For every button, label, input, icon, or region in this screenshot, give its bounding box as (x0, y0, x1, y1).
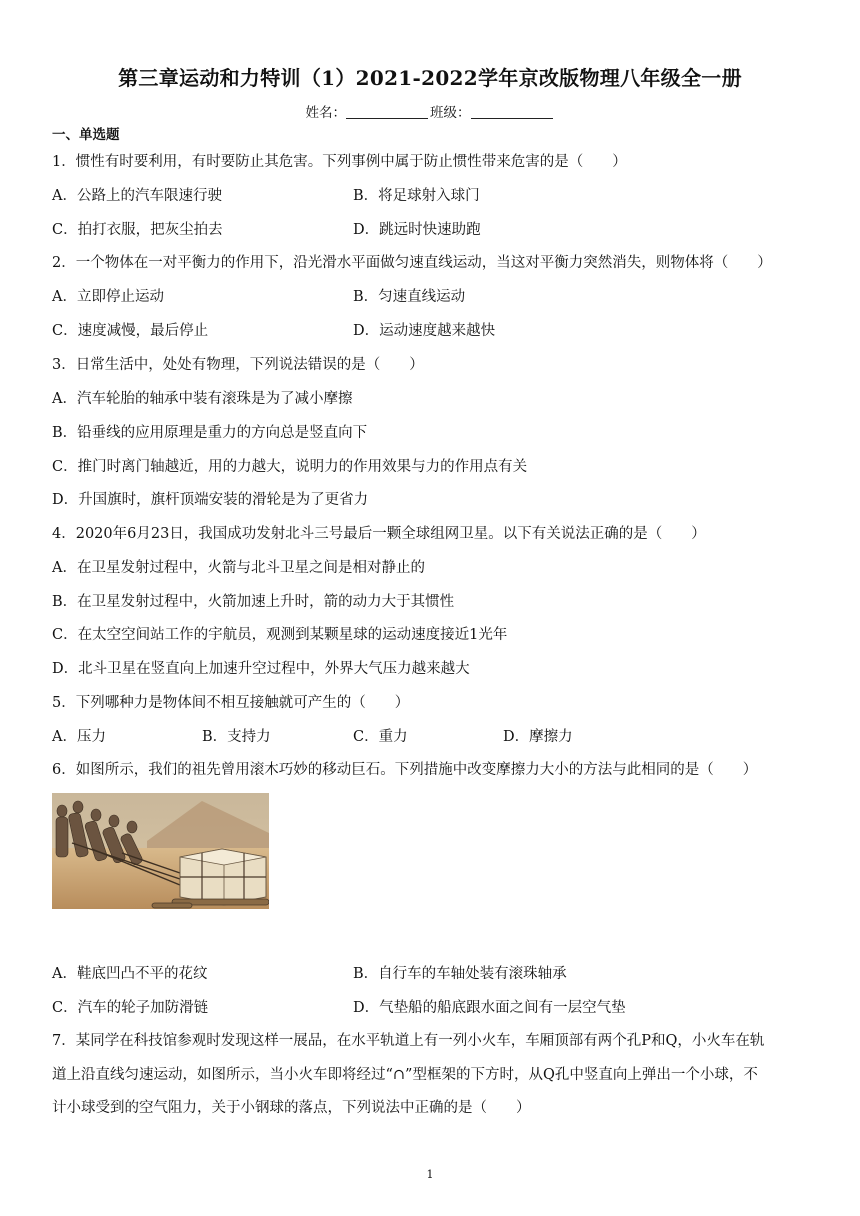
question-5-option-b: B．支持力 (202, 729, 271, 745)
class-blank[interactable] (471, 105, 553, 119)
question-4-stem: 4．2020年6月23日，我国成功发射北斗三号最后一颗全球组网卫星。以下有关说法正确的是（ ） (52, 526, 706, 542)
question-1-option-c: C．拍打衣服，把灰尘拍去 (52, 222, 223, 238)
question-3-option-d: D．升国旗时，旗杆顶端安装的滑轮是为了更省力 (52, 492, 369, 508)
document-title: 第三章运动和力特训（1）2021-2022学年京改版物理八年级全一册 (118, 66, 742, 90)
page-number: 1 (426, 1168, 434, 1181)
question-3-option-a: A．汽车轮胎的轴承中装有滚珠是为了减小摩擦 (52, 391, 353, 407)
question-6-option-a: A．鞋底凹凸不平的花纹 (52, 966, 208, 982)
rolling-logs-illustration (52, 793, 269, 909)
ancient-people-moving-stone-image (52, 793, 269, 909)
question-5-option-d: D．摩擦力 (503, 729, 573, 745)
question-2-option-c: C．速度减慢，最后停止 (52, 323, 209, 339)
question-7-line-3: 计小球受到的空气阻力，关于小钢球的落点，下列说法中正确的是（ ） (52, 1100, 531, 1116)
question-1-option-a: A．公路上的汽车限速行驶 (52, 188, 222, 204)
question-5-stem: 5．下列哪种力是物体间不相互接触就可产生的（ ） (52, 695, 410, 711)
question-4-option-b: B．在卫星发射过程中，火箭加速上升时，箭的动力大于其惯性 (52, 594, 455, 610)
question-6-option-c: C．汽车的轮子加防滑链 (52, 1000, 209, 1016)
question-2-option-b: B．匀速直线运动 (353, 289, 466, 305)
question-5-option-a: A．压力 (52, 729, 106, 745)
question-6-stem: 6．如图所示，我们的祖先曾用滚木巧妙的移动巨石。下列措施中改变摩擦力大小的方法与此相同的是（ ） (52, 762, 758, 778)
question-6-option-d: D．气垫船的船底跟水面之间有一层空气垫 (353, 1000, 626, 1016)
question-2-option-a: A．立即停止运动 (52, 289, 164, 305)
question-3-option-b: B．铅垂线的应用原理是重力的方向总是竖直向下 (52, 425, 368, 441)
question-7-line-1: 7．某同学在科技馆参观时发现这样一展品，在水平轨道上有一列小火车，车厢顶部有两个孔P和Q，小火车在轨 (52, 1033, 765, 1049)
question-6-option-b: B．自行车的车轴处装有滚珠轴承 (353, 966, 567, 982)
question-2-stem: 2．一个物体在一对平衡力的作用下，沿光滑水平面做匀速直线运动，当这对平衡力突然消失，则物体将（ ） (52, 255, 772, 271)
question-1-option-b: B．将足球射入球门 (353, 188, 480, 204)
question-4-option-a: A．在卫星发射过程中，火箭与北斗卫星之间是相对静止的 (52, 560, 425, 576)
question-4-option-c: C．在太空空间站工作的宇航员，观测到某颗星球的运动速度接近1光年 (52, 627, 508, 643)
name-label: 姓名： (305, 105, 346, 121)
question-3-stem: 3．日常生活中，处处有物理，下列说法错误的是（ ） (52, 357, 424, 373)
question-4-option-d: D．北斗卫星在竖直向上加速升空过程中，外界大气压力越来越大 (52, 661, 470, 677)
name-class-line (0, 101, 860, 121)
question-3-option-c: C．推门时离门轴越近，用的力越大，说明力的作用效果与力的作用点有关 (52, 459, 528, 475)
class-label: 班级： (430, 105, 471, 121)
section-title: 一、单选题 (52, 127, 120, 143)
name-blank[interactable] (346, 105, 428, 119)
question-1-option-d: D．跳远时快速助跑 (353, 222, 481, 238)
question-1-stem: 1．惯性有时要利用，有时要防止其危害。下列事例中属于防止惯性带来危害的是（ ） (52, 154, 627, 170)
question-2-option-d: D．运动速度越来越快 (353, 323, 496, 339)
question-7-line-2: 道上沿直线匀速运动，如图所示，当小火车即将经过“∩”型框架的下方时，从Q孔中竖直向上弹出一个小球，不 (52, 1067, 758, 1083)
question-5-option-c: C．重力 (353, 729, 408, 745)
